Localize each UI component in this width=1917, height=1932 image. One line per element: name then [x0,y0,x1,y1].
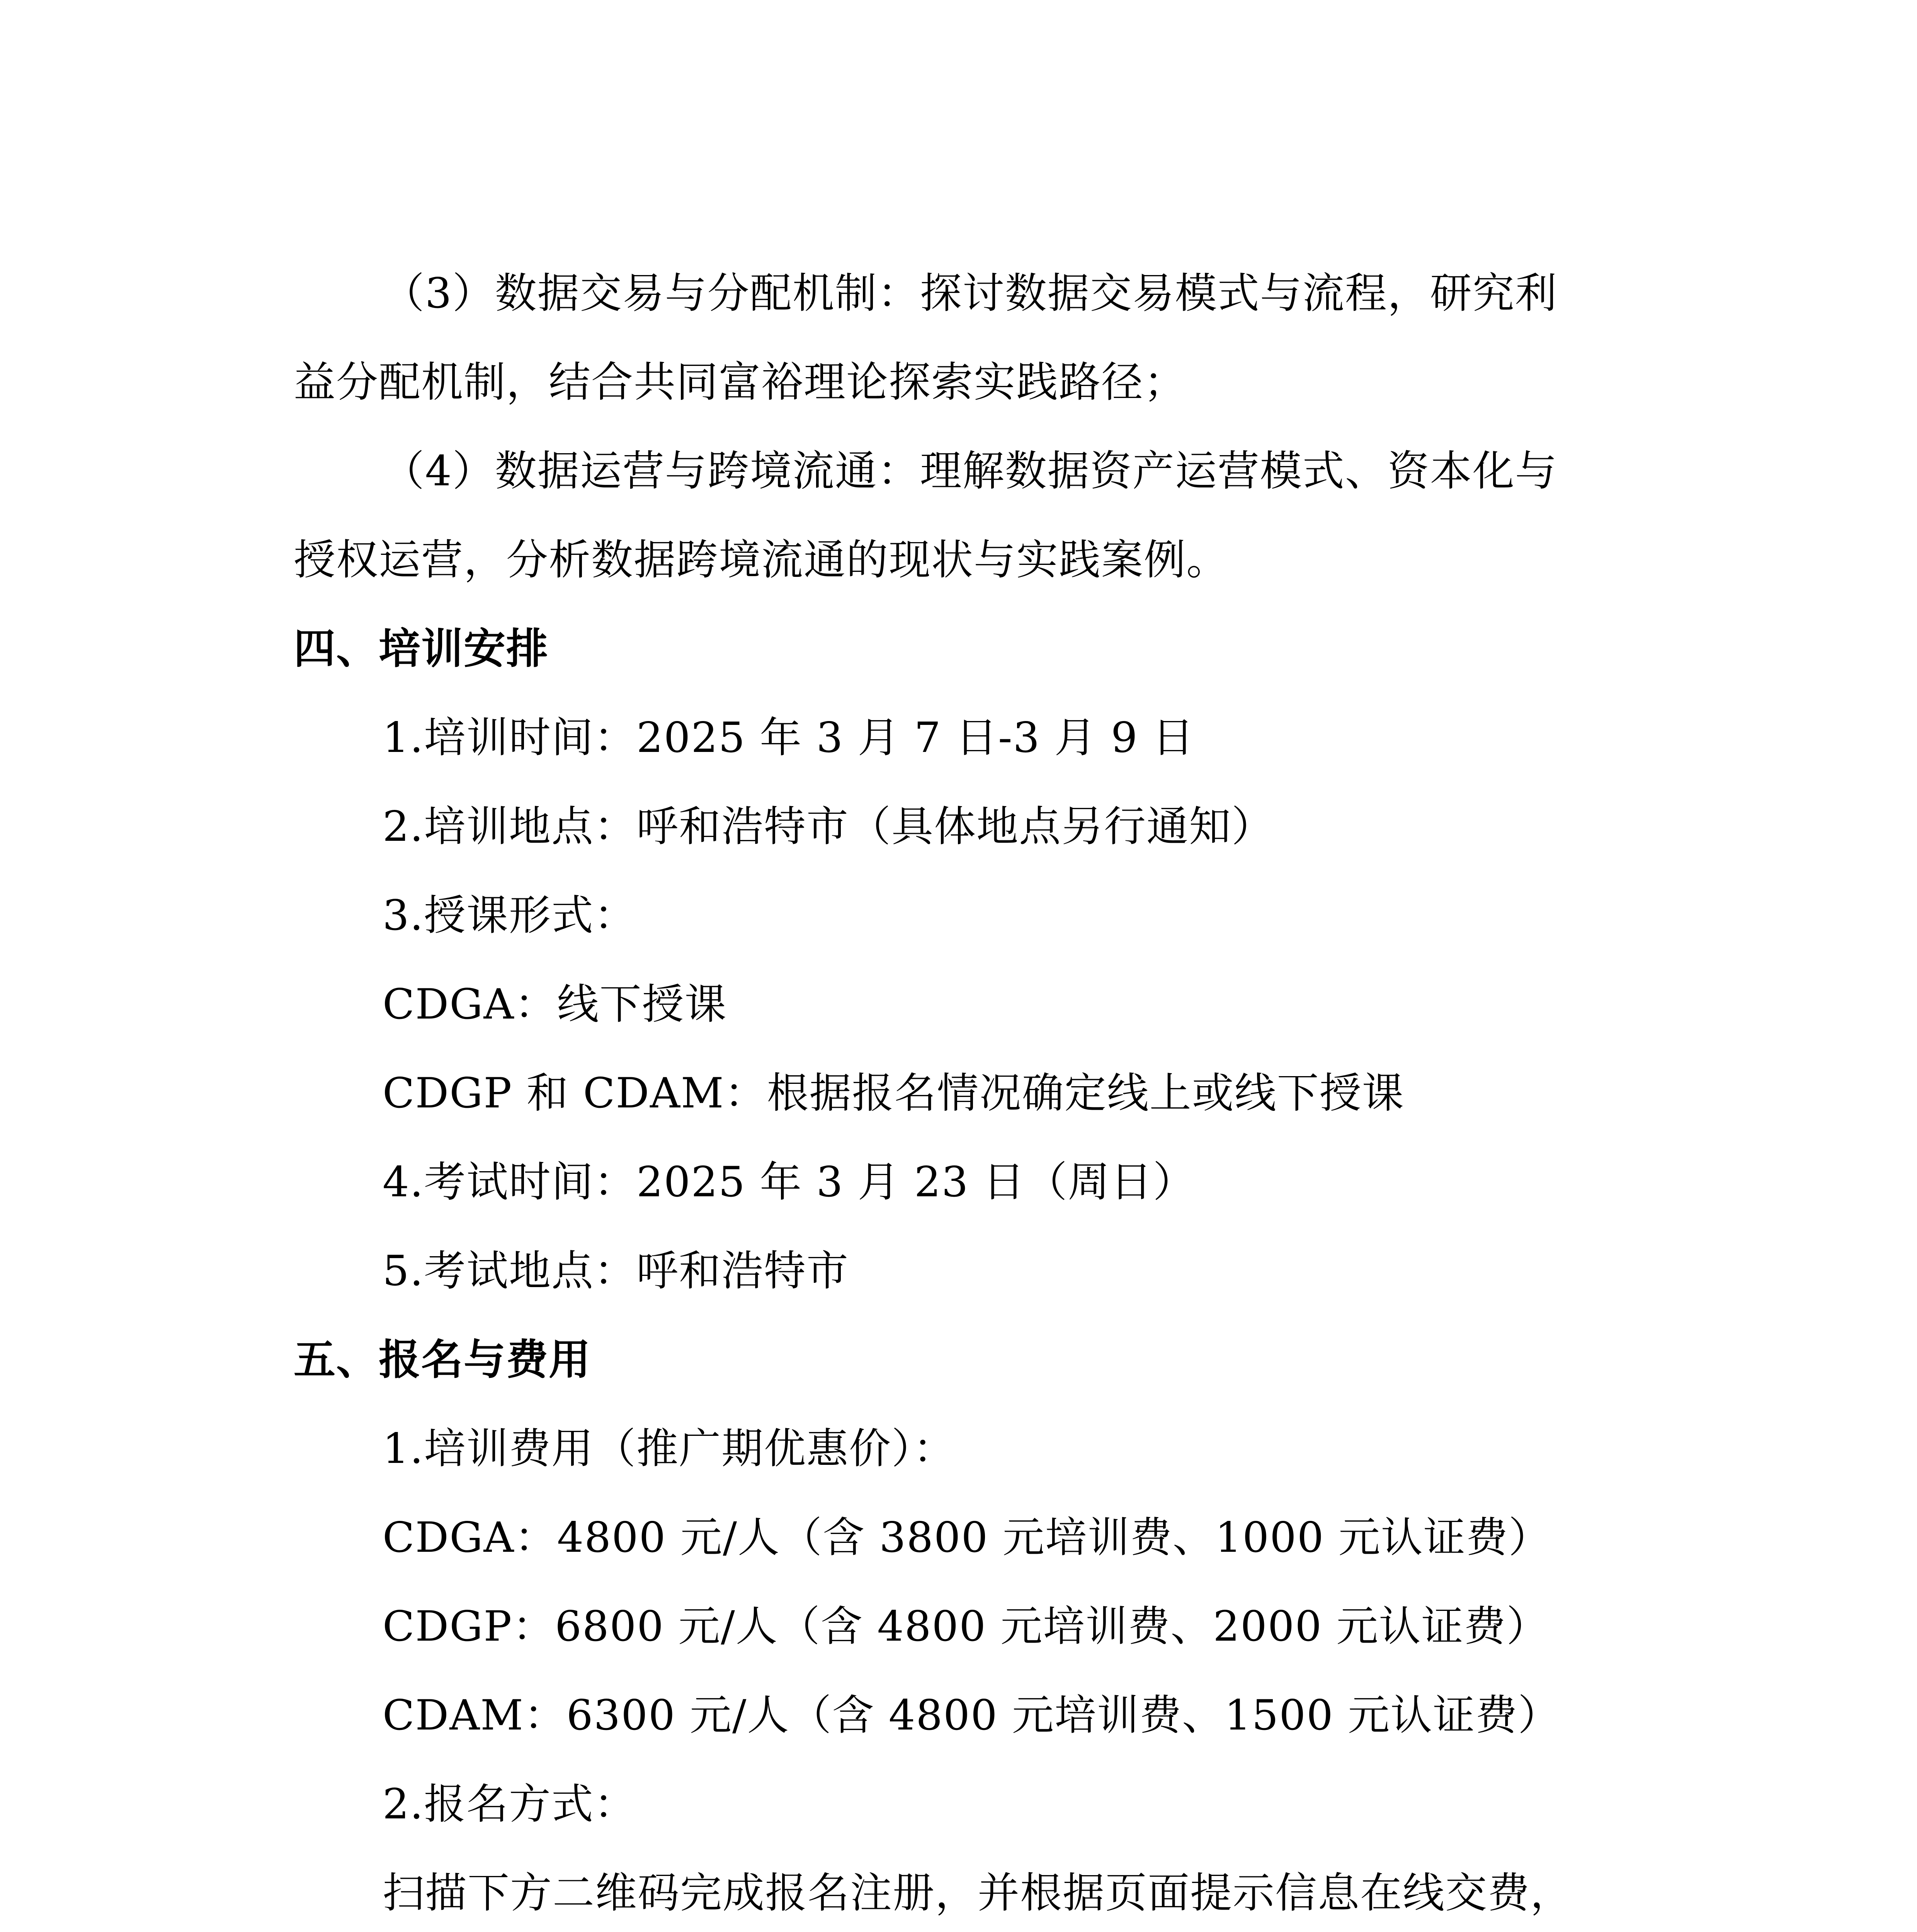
exam-time: 4.考试时间：2025 年 3 月 23 日（周日） [383,1158,1196,1206]
cdgp-cdam-format: CDGP 和 CDAM：根据报名情况确定线上或线下授课 [383,1069,1405,1117]
signup-line1: 扫描下方二维码完成报名注册，并根据页面提示信息在线交费， [383,1869,1573,1917]
item4-line2: 授权运营，分析数据跨境流通的现状与实践案例。 [294,536,1229,584]
fee-title: 1.培训费用（推广期优惠价）： [383,1425,956,1473]
item3-line2: 益分配机制，结合共同富裕理论探索实践路径； [294,358,1187,406]
training-time: 1.培训时间：2025 年 3 月 7 日-3 月 9 日 [383,714,1195,762]
cdga-format: CDGA：线下授课 [383,980,727,1029]
training-location: 2.培训地点：呼和浩特市（具体地点另行通知） [383,803,1274,851]
fee-cdgp: CDGP：6800 元/人（含 4800 元培训费、2000 元认证费） [383,1602,1549,1651]
section4-heading: 四、培训安排 [294,625,549,673]
fee-cdga: CDGA：4800 元/人（含 3800 元培训费、1000 元认证费） [383,1514,1551,1562]
item3-line1: （3）数据交易与分配机制：探讨数据交易模式与流程，研究利 [383,269,1558,318]
exam-location: 5.考试地点：呼和浩特市 [383,1247,849,1295]
section5-heading: 五、报名与费用 [294,1336,592,1384]
teaching-format: 3.授课形式： [383,891,637,940]
item4-line1: （4）数据运营与跨境流通：理解数据资产运营模式、资本化与 [383,447,1558,495]
fee-cdam: CDAM：6300 元/人（含 4800 元培训费、1500 元认证费） [383,1691,1561,1740]
signup-title: 2.报名方式： [383,1780,637,1828]
